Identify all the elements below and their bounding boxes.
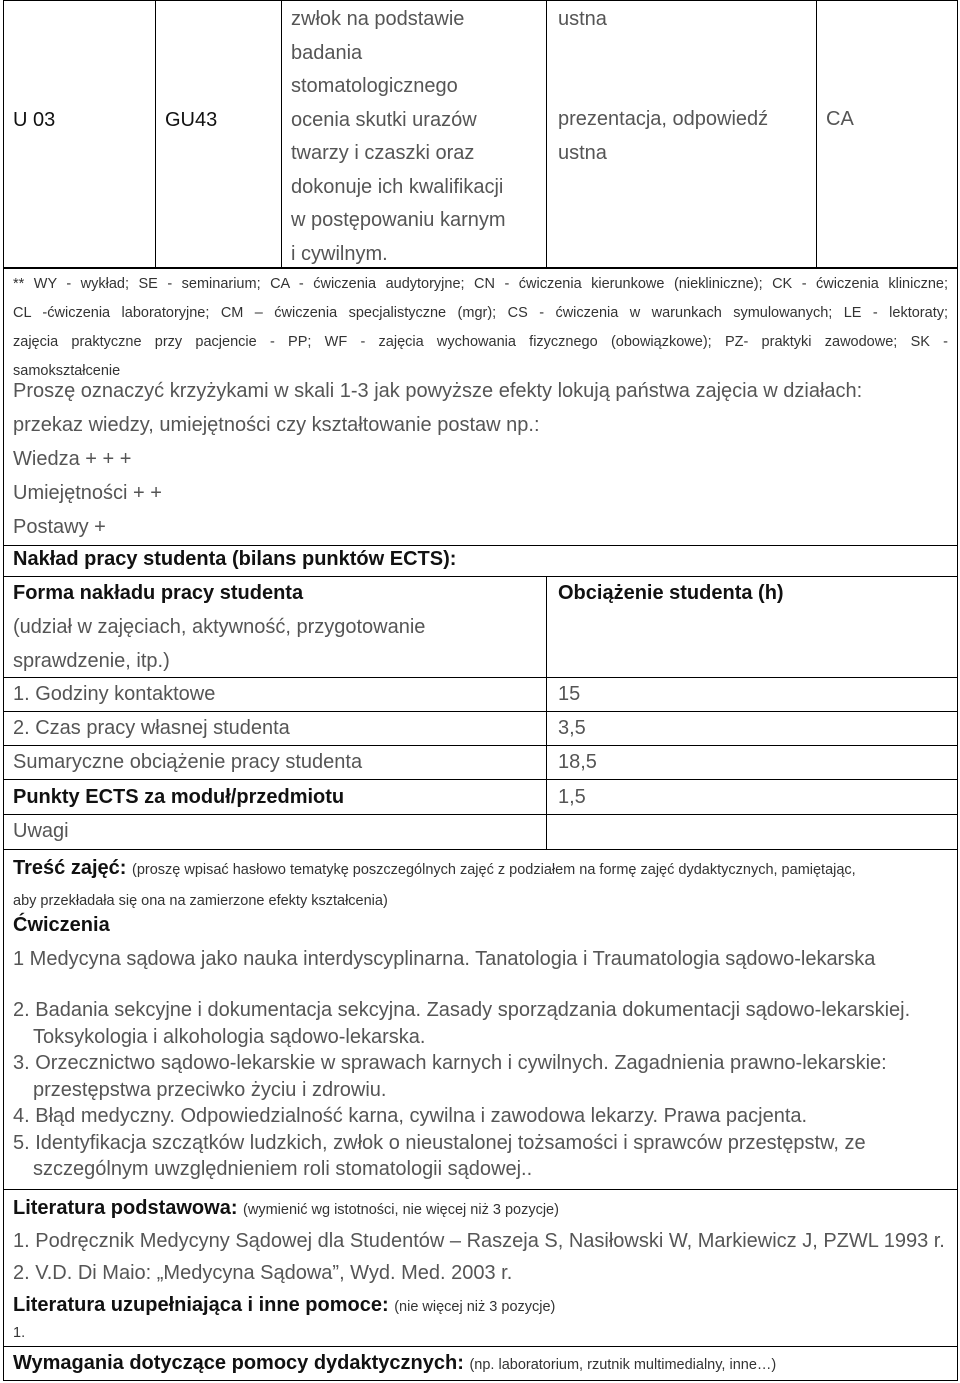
table-divider	[816, 0, 817, 268]
effects-instruction: Proszę oznaczyć krzyżykami w skali 1-3 jak powyższe efekty lokują państwa zajęcia w działach:	[13, 380, 863, 402]
workload-header: Nakład pracy studenta (bilans punktów ECTS):	[13, 548, 457, 570]
description-line: w postępowaniu karnym	[291, 209, 506, 231]
method-line: prezentacja, odpowiedź	[558, 108, 769, 130]
form-header: Forma nakładu pracy studenta	[13, 582, 304, 604]
workload-row-label: 1. Godziny kontaktowe	[13, 683, 216, 705]
verification-method	[558, 103, 768, 170]
workload-row-label: 2. Czas pracy własnej studenta	[13, 717, 290, 739]
basic-literature-heading	[13, 1191, 559, 1227]
form-description: sprawdzenie, itp.)	[13, 650, 170, 672]
abbreviation-legend	[13, 270, 948, 386]
workload-row-value: 15	[558, 683, 581, 705]
table-divider	[155, 0, 156, 268]
skills-rating: Umiejętności + +	[13, 482, 162, 504]
effects-section	[13, 374, 862, 544]
table-divider	[281, 0, 282, 268]
class-form: CA	[826, 108, 854, 130]
topic-item-continuation: Toksykologia i alkohologia sądowo-lekarska.	[33, 1025, 426, 1048]
extra-literature-item: 1.	[13, 1325, 26, 1341]
outcome-code: U 03	[13, 109, 56, 131]
topic-item: 2. Badania sekcyjne i dokumentacja sekcyjna. Zasady sporządzania dokumentacji sądowo-lekarskiej.	[13, 999, 911, 1021]
workload-row-value: 18,5	[558, 751, 597, 773]
requirements-heading	[13, 1346, 776, 1382]
extra-literature-title: Literatura uzupełniająca i inne pomoce:	[13, 1294, 389, 1316]
legend-line: samokształcenie	[13, 363, 121, 379]
description-line: ocenia skutki urazów	[291, 108, 477, 131]
basic-literature-note: (wymienić wg istotności, nie więcej niż 3 pozycje)	[243, 1202, 559, 1218]
content-note: (proszę wpisać hasłowo tematykę poszczególnych zajęć z podziałem na formę zajęć dydaktycznych, pamiętając,	[131, 862, 856, 878]
extra-literature-heading	[13, 1288, 555, 1324]
description-line: i cywilnym.	[291, 242, 388, 265]
topic-item: 3. Orzecznictwo sądowo-lekarskie w sprawach karnych i cywilnych. Zagadnienia prawno-lekarskie:	[13, 1052, 887, 1074]
topic-item: 4. Błąd medyczny. Odpowiedzialność karna, cywilna i zawodowa lekarzy. Prawa pacjenta.	[13, 1105, 808, 1127]
legend-line: zajęcia praktyczne przy pacjencie - PP; WF - zajęcia wychowania fizycznego (obowiązkowe); PZ- praktyki zawodowe; SK -	[13, 334, 948, 350]
notes-label: Uwagi	[13, 820, 69, 842]
extra-literature-note: (nie więcej niż 3 pozycje)	[394, 1299, 556, 1315]
topic-item: 1 Medycyna sądowa jako nauka interdyscyplinarna. Tanatologia i Traumatologia sądowo-lekarska	[13, 948, 876, 970]
basic-literature-title: Literatura podstawowa:	[13, 1197, 238, 1219]
description-line: badania	[291, 41, 363, 64]
description-line: stomatologicznego	[291, 75, 458, 97]
outcome-description	[291, 3, 506, 271]
legend-line: ** WY - wykład; SE - seminarium; CA - ćwiczenia audytoryjne; CN - ćwiczenia kierunkowe (niekliniczne); CK - ćwiczenia kliniczne;	[13, 276, 948, 292]
legend-line: CL -ćwiczenia laboratoryjne; CM – ćwiczenia specjalistyczne (mgr); CS - ćwiczenia w warunkach symulowanych; LE - lektoraty;	[13, 305, 948, 321]
content-note: aby przekładała się ona na zamierzone efekty kształcenia)	[13, 893, 388, 909]
ects-value: 1,5	[558, 786, 586, 808]
description-line: zwłok na podstawie	[291, 8, 465, 30]
description-line: dokonuje ich kwalifikacji	[291, 175, 504, 198]
requirements-note: (np. laboratorium, rzutnik multimedialny, inne…)	[469, 1357, 777, 1373]
ects-label: Punkty ECTS za moduł/przedmiotu	[13, 786, 345, 808]
outcome-reference: GU43	[165, 109, 218, 131]
knowledge-rating: Wiedza + + +	[13, 448, 132, 470]
attitudes-rating: Postawy +	[13, 516, 106, 538]
table-divider	[546, 0, 547, 268]
content-title: Treść zajęć:	[13, 857, 127, 879]
description-line: twarzy i czaszki oraz	[291, 142, 475, 164]
topic-list	[13, 997, 910, 1183]
topic-item-continuation: szczególnym uwzględnieniem roli stomatologii sądowej..	[33, 1158, 533, 1180]
content-heading	[13, 851, 856, 916]
section-title: Ćwiczenia	[13, 914, 110, 936]
workload-form-column	[13, 576, 425, 678]
topic-item-continuation: przestępstwa przeciwko życiu i zdrowiu.	[33, 1078, 387, 1101]
load-header: Obciążenie studenta (h)	[558, 582, 784, 604]
form-description: (udział w zajęciach, aktywność, przygotowanie	[13, 616, 426, 638]
effects-instruction: przekaz wiedzy, umiejętności czy kształtowanie postaw np.:	[13, 414, 540, 436]
verification-method-top: ustna	[558, 8, 607, 30]
table-rule	[3, 814, 958, 815]
method-line: ustna	[558, 141, 607, 164]
literature-item: 2. V.D. Di Maio: „Medycyna Sądowa”, Wyd. Med. 2003 r.	[13, 1262, 513, 1284]
requirements-title: Wymagania dotyczące pomocy dydaktycznych:	[13, 1352, 464, 1374]
topic-item: 5. Identyfikacja szczątków ludzkich, zwłok o nieustalonej tożsamości i sprawców przestępstw, ze	[13, 1131, 866, 1154]
workload-row-label: Sumaryczne obciążenie pracy studenta	[13, 751, 363, 773]
table-divider	[546, 576, 547, 850]
workload-row-value: 3,5	[558, 717, 586, 739]
literature-item: 1. Podręcznik Medycyny Sądowej dla Studentów – Raszeja S, Nasiłowski W, Markiewicz J, PZWL 1993 r.	[13, 1230, 945, 1252]
